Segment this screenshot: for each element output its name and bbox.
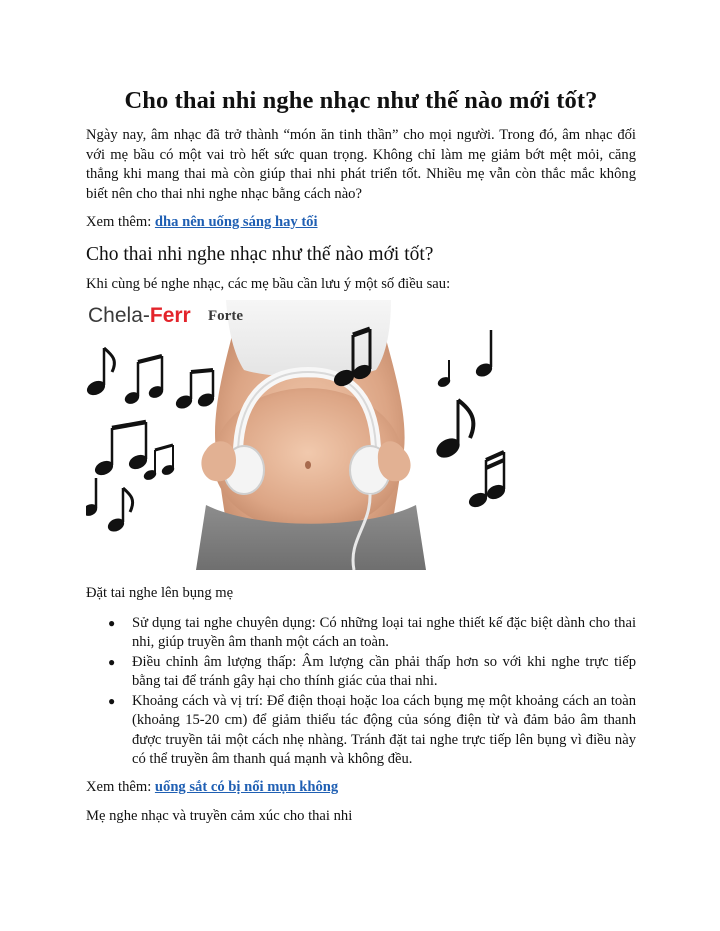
see-more-2 [86,778,636,798]
see-more-link-1[interactable]: dha nên uống sáng hay tối [154,214,318,230]
logo-word-3: Forte [208,308,243,324]
list-item [108,614,636,653]
pregnant-belly-headphones-illustration [86,300,506,570]
list-item-text: Khoảng cách và vị trí: Để điện thoại hoặc loa cách bụng mẹ một khoảng cách an toàn (khoảng 15-20 cm) để giảm thiểu tác động của sóng điện từ và đảm bảo âm thanh được truyền tải một cách nhẹ nhàng. Tránh đặt tai nghe trực tiếp lên bụng vì điều này có thể truyền âm thanh quá mạnh và không đều. [132,692,636,767]
bullet-icon: ● [108,615,116,630]
brand-logo [88,304,191,327]
intro-paragraph: Ngày nay, âm nhạc đã trở thành “món ăn tinh thần” cho mọi người. Trong đó, âm nhạc đối với mẹ bầu có một vai trò hết sức quan trọng. Không chỉ làm mẹ giảm bớt mệt mỏi, căng thẳng khi mang thai mà còn giúp thai nhi phát triển tốt. Nhiều mẹ vẫn còn thắc mắc không biết nên cho thai nhi nghe nhạc bằng cách nào? [86,127,636,202]
list-item-text: Sử dụng tai nghe chuyên dụng: Có những loại tai nghe thiết kế đặc biệt dành cho thai nhi, giúp truyền âm thanh một cách an toàn. [132,614,636,650]
see-more-1 [86,213,636,233]
closing-paragraph: Mẹ nghe nhạc và truyền cảm xúc cho thai nhi [86,808,353,824]
image-caption: Đặt tai nghe lên bụng mẹ [86,585,234,601]
see-more-link-2[interactable]: uống sắt có bị nổi mụn không [154,778,339,795]
logo-word-1: Chela- [88,304,150,327]
bullet-icon: ● [108,693,116,708]
article [86,86,636,827]
page-title: Cho thai nhi nghe nhạc như thế nào mới tốt? [124,87,598,114]
list-item [108,653,636,692]
music-notes-icon [86,348,216,533]
see-more-label: Xem thêm: [86,214,155,230]
see-more-label: Xem thêm: [86,778,155,795]
pregnancy-music-image [86,300,506,570]
section-heading: Cho thai nhi nghe nhạc như thế nào mới tốt? [86,243,434,265]
tips-list [86,614,636,770]
list-item-text: Điều chỉnh âm lượng thấp: Âm lượng cần phải thấp hơn so với khi nghe trực tiếp bằng tai để tránh gây hại cho thính giác của thai nhi. [132,653,636,689]
bullet-icon: ● [108,654,116,669]
list-item [108,692,636,770]
logo-word-2: Ferr [149,304,191,327]
lead-paragraph: Khi cùng bé nghe nhạc, các mẹ bầu cần lưu ý một số điều sau: [86,275,451,292]
